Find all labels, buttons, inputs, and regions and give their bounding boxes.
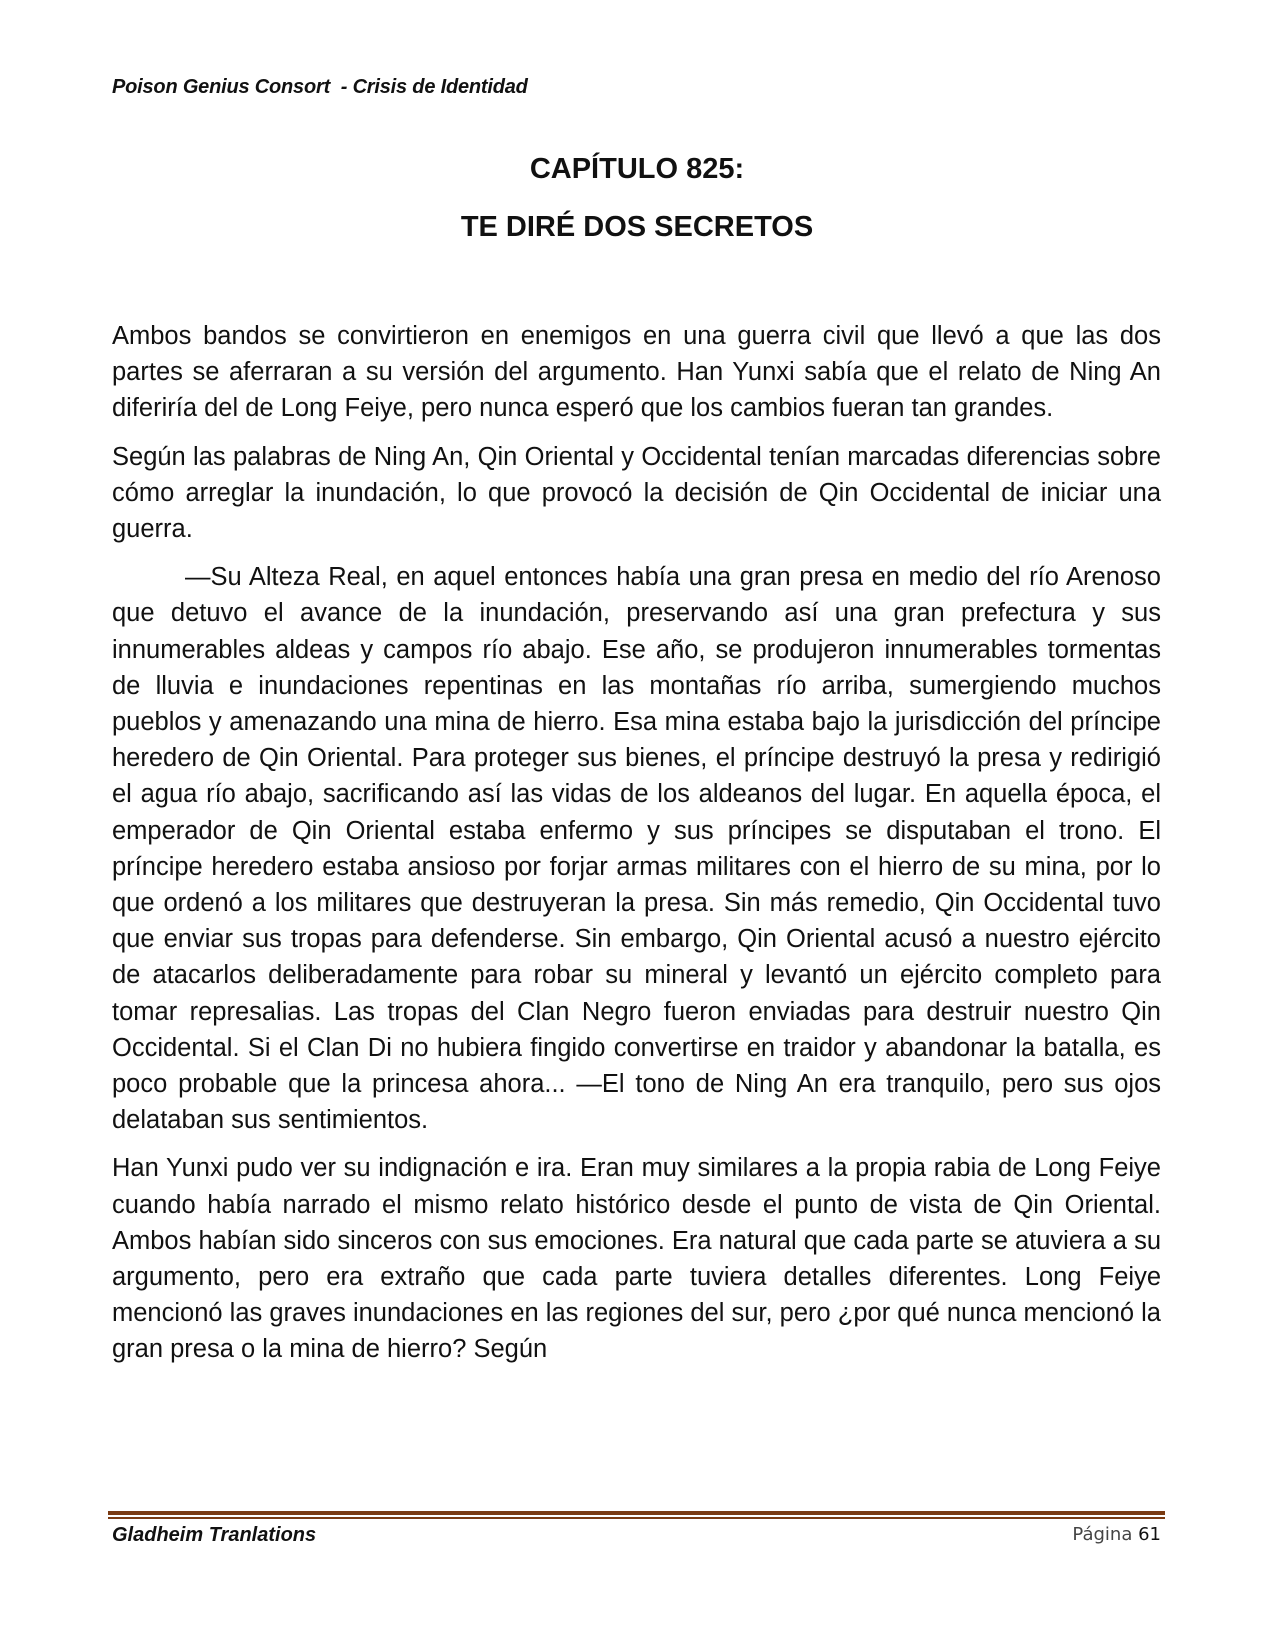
- footer-rule: [108, 1511, 1165, 1519]
- running-header: Poison Genius Consort - Crisis de Identidad: [112, 76, 528, 98]
- page-label: Página: [1072, 1524, 1133, 1545]
- footer-rule-thin: [108, 1517, 1165, 1519]
- page-number-label: [1072, 1524, 1161, 1545]
- paragraph: Según las palabras de Ning An, Qin Oriental y Occidental tenían marcadas diferencias sobre cómo arreglar la inundación, lo que provocó la decisión de Qin Occidental de iniciar una guerra.: [112, 442, 1161, 544]
- footer-publisher: Gladheim Tranlations: [112, 1524, 317, 1546]
- footer-rule-thick: [108, 1511, 1165, 1515]
- chapter-number: CAPÍTULO 825:: [529, 153, 745, 185]
- chapter-title: TE DIRÉ DOS SECRETOS: [460, 211, 814, 243]
- chapter-body: [112, 318, 1161, 1380]
- dialogue-paragraph: —Su Alteza Real, en aquel entonces había una gran presa en medio del río Arenoso que detuvo el avance de la inundación, preservando así una gran prefectura y sus innumerables aldeas y campos río abajo. Ese año, se produjeron innumerables tormentas de lluvia e inundaciones repentinas en las montañas río arriba, sumergiendo muchos pueblos y amenazando una mina de hierro. Esa mina estaba bajo la jurisdicción del príncipe heredero de Qin Oriental. Para proteger sus bienes, el príncipe destruyó la presa y redirigió el agua río abajo, sacrificando así las vidas de los aldeanos del lugar. En aquella época, el emperador de Qin Oriental estaba enfermo y sus príncipes se disputaban el trono. El príncipe heredero estaba ansioso por forjar armas militares con el hierro de su mina, por lo que ordenó a los militares que destruyeran la presa. Sin más remedio, Qin Occidental tuvo que enviar sus tropas para defenderse. Sin embargo, Qin Oriental acusó a nuestro ejército de atacarlos deliberadamente para robar su mineral y levantó un ejército completo para tomar represalias. Las tropas del Clan Negro fueron enviadas para destruir nuestro Qin Occidental. Si el Clan Di no hubiera fingido convertirse en traidor y abandonar la batalla, es poco probable que la princesa ahora... —El tono de Ning An era tranquilo, pero sus ojos delataban sus sentimientos.: [112, 563, 1161, 1135]
- paragraph: Han Yunxi pudo ver su indignación e ira. Eran muy similares a la propia rabia de Long Feiye cuando había narrado el mismo relato histórico desde el punto de vista de Qin Oriental. Ambos habían sido sinceros con sus emociones. Era natural que cada parte se atuviera a su argumento, pero era extraño que cada parte tuviera detalles diferentes. Long Feiye mencionó las graves inundaciones en las regiones del sur, pero ¿por qué nunca mencionó la gran presa o la mina de hierro? Según: [112, 1154, 1161, 1364]
- paragraph: Ambos bandos se convirtieron en enemigos en una guerra civil que llevó a que las dos partes se aferraran a su versión del argumento. Han Yunxi sabía que el relato de Ning An diferiría del de Long Feiye, pero nunca esperó que los cambios fueran tan grandes.: [112, 322, 1161, 423]
- page-number: 61: [1138, 1524, 1161, 1545]
